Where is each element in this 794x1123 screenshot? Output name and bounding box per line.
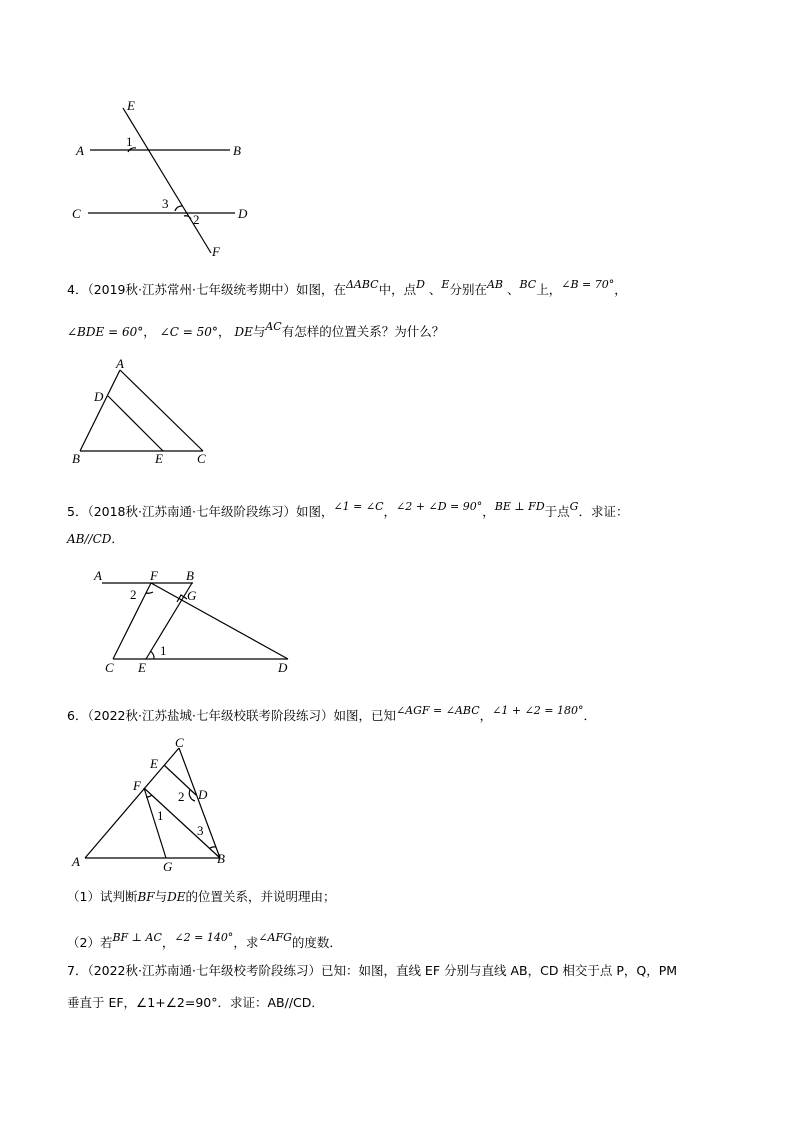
label-a: A <box>72 854 80 869</box>
problem-5-line-1: 5．（2018秋·江苏南通·七年级阶段练习）如图，∠1 = ∠C，∠2 + ∠D = 90°，BE ⊥ FD于点G．求证： <box>67 500 629 519</box>
label-angle-3: 3 <box>162 196 169 211</box>
label-c: C <box>72 206 81 221</box>
label-c: C <box>175 735 184 750</box>
math-cond-2: ∠1 + ∠2 = 180° <box>492 704 584 717</box>
line-ef <box>123 108 211 253</box>
label-angle-1: 1 <box>126 134 133 149</box>
label-a: A <box>94 568 102 583</box>
figure-parallel-lines-transversal <box>70 98 270 263</box>
angle-arc-3 <box>210 847 216 848</box>
problem-6-part-1: （1）试判断BF与DE的位置关系，并说明理由； <box>67 889 336 904</box>
math-goal: AB//CD <box>67 532 112 546</box>
label-g: G <box>163 859 173 874</box>
label-c: C <box>197 451 206 466</box>
label-e: E <box>138 660 146 675</box>
label-angle-2: 2 <box>178 789 185 804</box>
figure-problem-5 <box>88 565 298 680</box>
problem-4-line-1: 4．（2019秋·江苏常州·七年级统考期中）如图，在ΔABC中，点D 、E分别在AB 、BC上，∠B = 70°， <box>67 278 627 297</box>
math-angle-c: ∠C = 50° <box>159 325 218 339</box>
label-b: B <box>72 451 80 466</box>
label-e: E <box>155 451 163 466</box>
math-cond-3: BE ⊥ FD <box>494 500 545 513</box>
label-b: B <box>186 568 194 583</box>
segment-fd <box>151 583 288 659</box>
math-angle-afg: ∠AFG <box>258 931 292 944</box>
label-c: C <box>105 660 114 675</box>
label-g: G <box>187 588 197 603</box>
label-angle-3: 3 <box>197 823 204 838</box>
label-f: F <box>133 778 141 793</box>
label-angle-1: 1 <box>157 808 164 823</box>
label-e: E <box>127 98 135 113</box>
label-f: F <box>150 568 158 583</box>
math-cond-perp: BF ⊥ AC <box>112 931 162 944</box>
label-e: E <box>150 756 158 771</box>
label-d: D <box>94 389 104 404</box>
problem-6-part-2: （2）若BF ⊥ AC，∠2 = 140°，求∠AFG的度数． <box>67 931 342 950</box>
label-a: A <box>76 143 84 158</box>
problem-4-line-2: ∠BDE = 60°， ∠C = 50°， DE与AC有怎样的位置关系？为什么？ <box>67 320 445 339</box>
math-triangle-abc: ΔABC <box>345 278 379 291</box>
label-f: F <box>212 244 220 259</box>
label-b: B <box>233 143 241 158</box>
math-cond-2: ∠2 + ∠D = 90° <box>396 500 483 513</box>
figure-problem-6 <box>64 735 244 875</box>
math-angle-2: ∠2 = 140° <box>174 931 234 944</box>
label-a: A <box>116 356 124 371</box>
side-ac <box>85 748 179 858</box>
label-angle-2: 2 <box>130 587 137 602</box>
problem-6-line-1: 6．（2022秋·江苏盐城·七年级校联考阶段练习）如图，已知∠AGF = ∠ABC，∠1 + ∠2 = 180°． <box>67 704 597 723</box>
math-cond-1: ∠1 = ∠C <box>333 500 384 513</box>
side-ab <box>80 370 120 451</box>
math-angle-b: ∠B = 70° <box>561 278 615 291</box>
math-cond-1: ∠AGF = ∠ABC <box>395 704 480 717</box>
figure-triangle-abc <box>70 358 220 468</box>
label-angle-1: 1 <box>160 643 167 658</box>
problem-7-line-1: 7．（2022秋·江苏南通·七年级校考阶段练习）已知：如图，直线 EF 分别与直线 AB，CD 相交于点 P，Q，PM <box>67 963 678 978</box>
side-ac <box>120 370 203 451</box>
label-d: D <box>238 206 248 221</box>
label-d: D <box>278 660 288 675</box>
label-angle-2: 2 <box>193 212 200 227</box>
segment-be <box>146 583 192 659</box>
angle-arc-3 <box>175 206 182 211</box>
label-d: D <box>198 787 208 802</box>
problem-5-line-2: AB//CD． <box>67 531 124 546</box>
math-angle-bde: ∠BDE = 60° <box>67 325 144 339</box>
side-bc <box>179 748 220 858</box>
label-b: B <box>217 851 225 866</box>
problem-7-line-2: 垂直于 EF，∠1+∠2=90°．求证：AB//CD． <box>67 995 324 1010</box>
